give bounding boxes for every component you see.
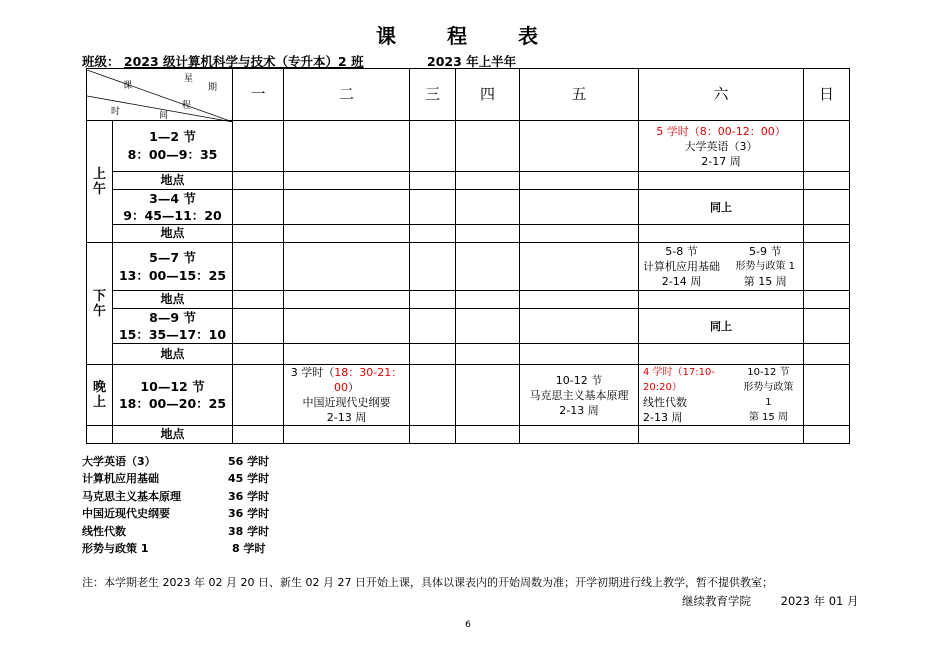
slot-row-2 [87, 190, 850, 225]
corner-xing: 星 [184, 73, 194, 84]
corner-shi: 时 [111, 106, 121, 117]
term: 2023 年上半年 [427, 54, 517, 69]
cell-sat-s1: 5 学时（8：00-12：00） 大学英语（3） 2-17 周 [639, 121, 804, 172]
slot-row-1 [87, 121, 850, 172]
list-item: 形势与政策 1 8 学时 [82, 541, 266, 555]
class-label: 班级： [82, 54, 120, 69]
slot-label-4: 8—9 节 15：35—17：10 [113, 309, 233, 344]
slot-label-5: 10—12 节 18：00—20：25 [113, 365, 233, 426]
slot-label-2: 3—4 节 9：45—11：20 [113, 190, 233, 225]
page-title: 课 程 表 [376, 24, 560, 48]
slot-label-3: 5—7 节 13：00—15：25 [113, 243, 233, 291]
slot-row-5 [87, 365, 850, 426]
list-item: 中国近现代史纲要 36 学时 [82, 507, 270, 521]
list-item: 大学英语（3） 56 学时 [82, 455, 270, 468]
corner-ke: 课 [123, 80, 133, 91]
cell-sat-s5 [639, 365, 804, 426]
slot-label-1: 1—2 节 8：00—9：35 [113, 121, 233, 172]
day-tue: 二 [284, 69, 410, 121]
schedule-table [86, 68, 850, 444]
course-hours-list [82, 453, 269, 557]
list-item: 马克思主义基本原理 36 学时 [82, 489, 270, 503]
sat-s5-right: 10-12 节 形势与政策 1 第 15 周 [743, 367, 794, 423]
location-label: 地点 [113, 426, 233, 444]
cell-fri-s5: 10-12 节 马克思主义基本原理 2-13 周 [520, 365, 639, 426]
corner-jian: 间 [159, 110, 169, 121]
cell-tue-s5: 3 学时（18：30-21：00） 中国近现代史纲要 2-13 周 [284, 365, 410, 426]
sat-s3-left: 5-8 节 计算机应用基础 2-14 周 [643, 245, 720, 288]
list-item: 计算机应用基础 45 学时 [82, 472, 270, 486]
slot-row-3 [87, 243, 850, 291]
slot-row-4 [87, 309, 850, 344]
list-item: 线性代数 38 学时 [82, 524, 270, 538]
day-fri: 五 [520, 69, 639, 121]
corner-cheng: 程 [182, 100, 192, 111]
day-mon: 一 [233, 69, 284, 121]
location-label: 地点 [113, 225, 233, 243]
corner-qi: 期 [208, 82, 218, 93]
footer-org: 继续教育学院 [682, 594, 751, 608]
footnote: 注：本学期老生 2023 年 02 月 20 日、新生 02 月 27 日开始上课，具体以课表内的开始周数为准；开学初期进行线上教学，暂不提供教室； [82, 576, 773, 589]
day-thu: 四 [456, 69, 520, 121]
footer-date: 2023 年 01 月 [780, 594, 859, 608]
location-row-4 [87, 344, 850, 365]
location-row-1 [87, 172, 850, 190]
location-label: 地点 [113, 344, 233, 365]
corner-cell [87, 69, 233, 121]
day-wed: 三 [410, 69, 456, 121]
day-sat: 六 [639, 69, 804, 121]
cell-sat-s4: 同上 [639, 309, 804, 344]
location-label: 地点 [113, 172, 233, 190]
location-row-3 [87, 291, 850, 309]
half-morning: 上 午 [87, 121, 113, 243]
page-number: 6 [465, 620, 471, 630]
header-row [87, 69, 850, 121]
class-name: 2023 级计算机科学与技术（专升本）2 班 [123, 54, 364, 69]
location-label: 地点 [113, 291, 233, 309]
half-evening: 晚 上 [87, 365, 113, 426]
half-afternoon: 下 午 [87, 243, 113, 365]
location-row-5 [87, 426, 850, 444]
footer [682, 593, 859, 609]
sat-s5-left: 4 学时（17:10-20:20） 线性代数 2-13 周 [643, 367, 715, 424]
location-row-2 [87, 225, 850, 243]
cell-sat-s2: 同上 [639, 190, 804, 225]
sat-s3-right: 5-9 节 形势与政策 1 第 15 周 [735, 245, 795, 288]
day-sun: 日 [804, 69, 850, 121]
cell-sat-s3 [639, 243, 804, 291]
